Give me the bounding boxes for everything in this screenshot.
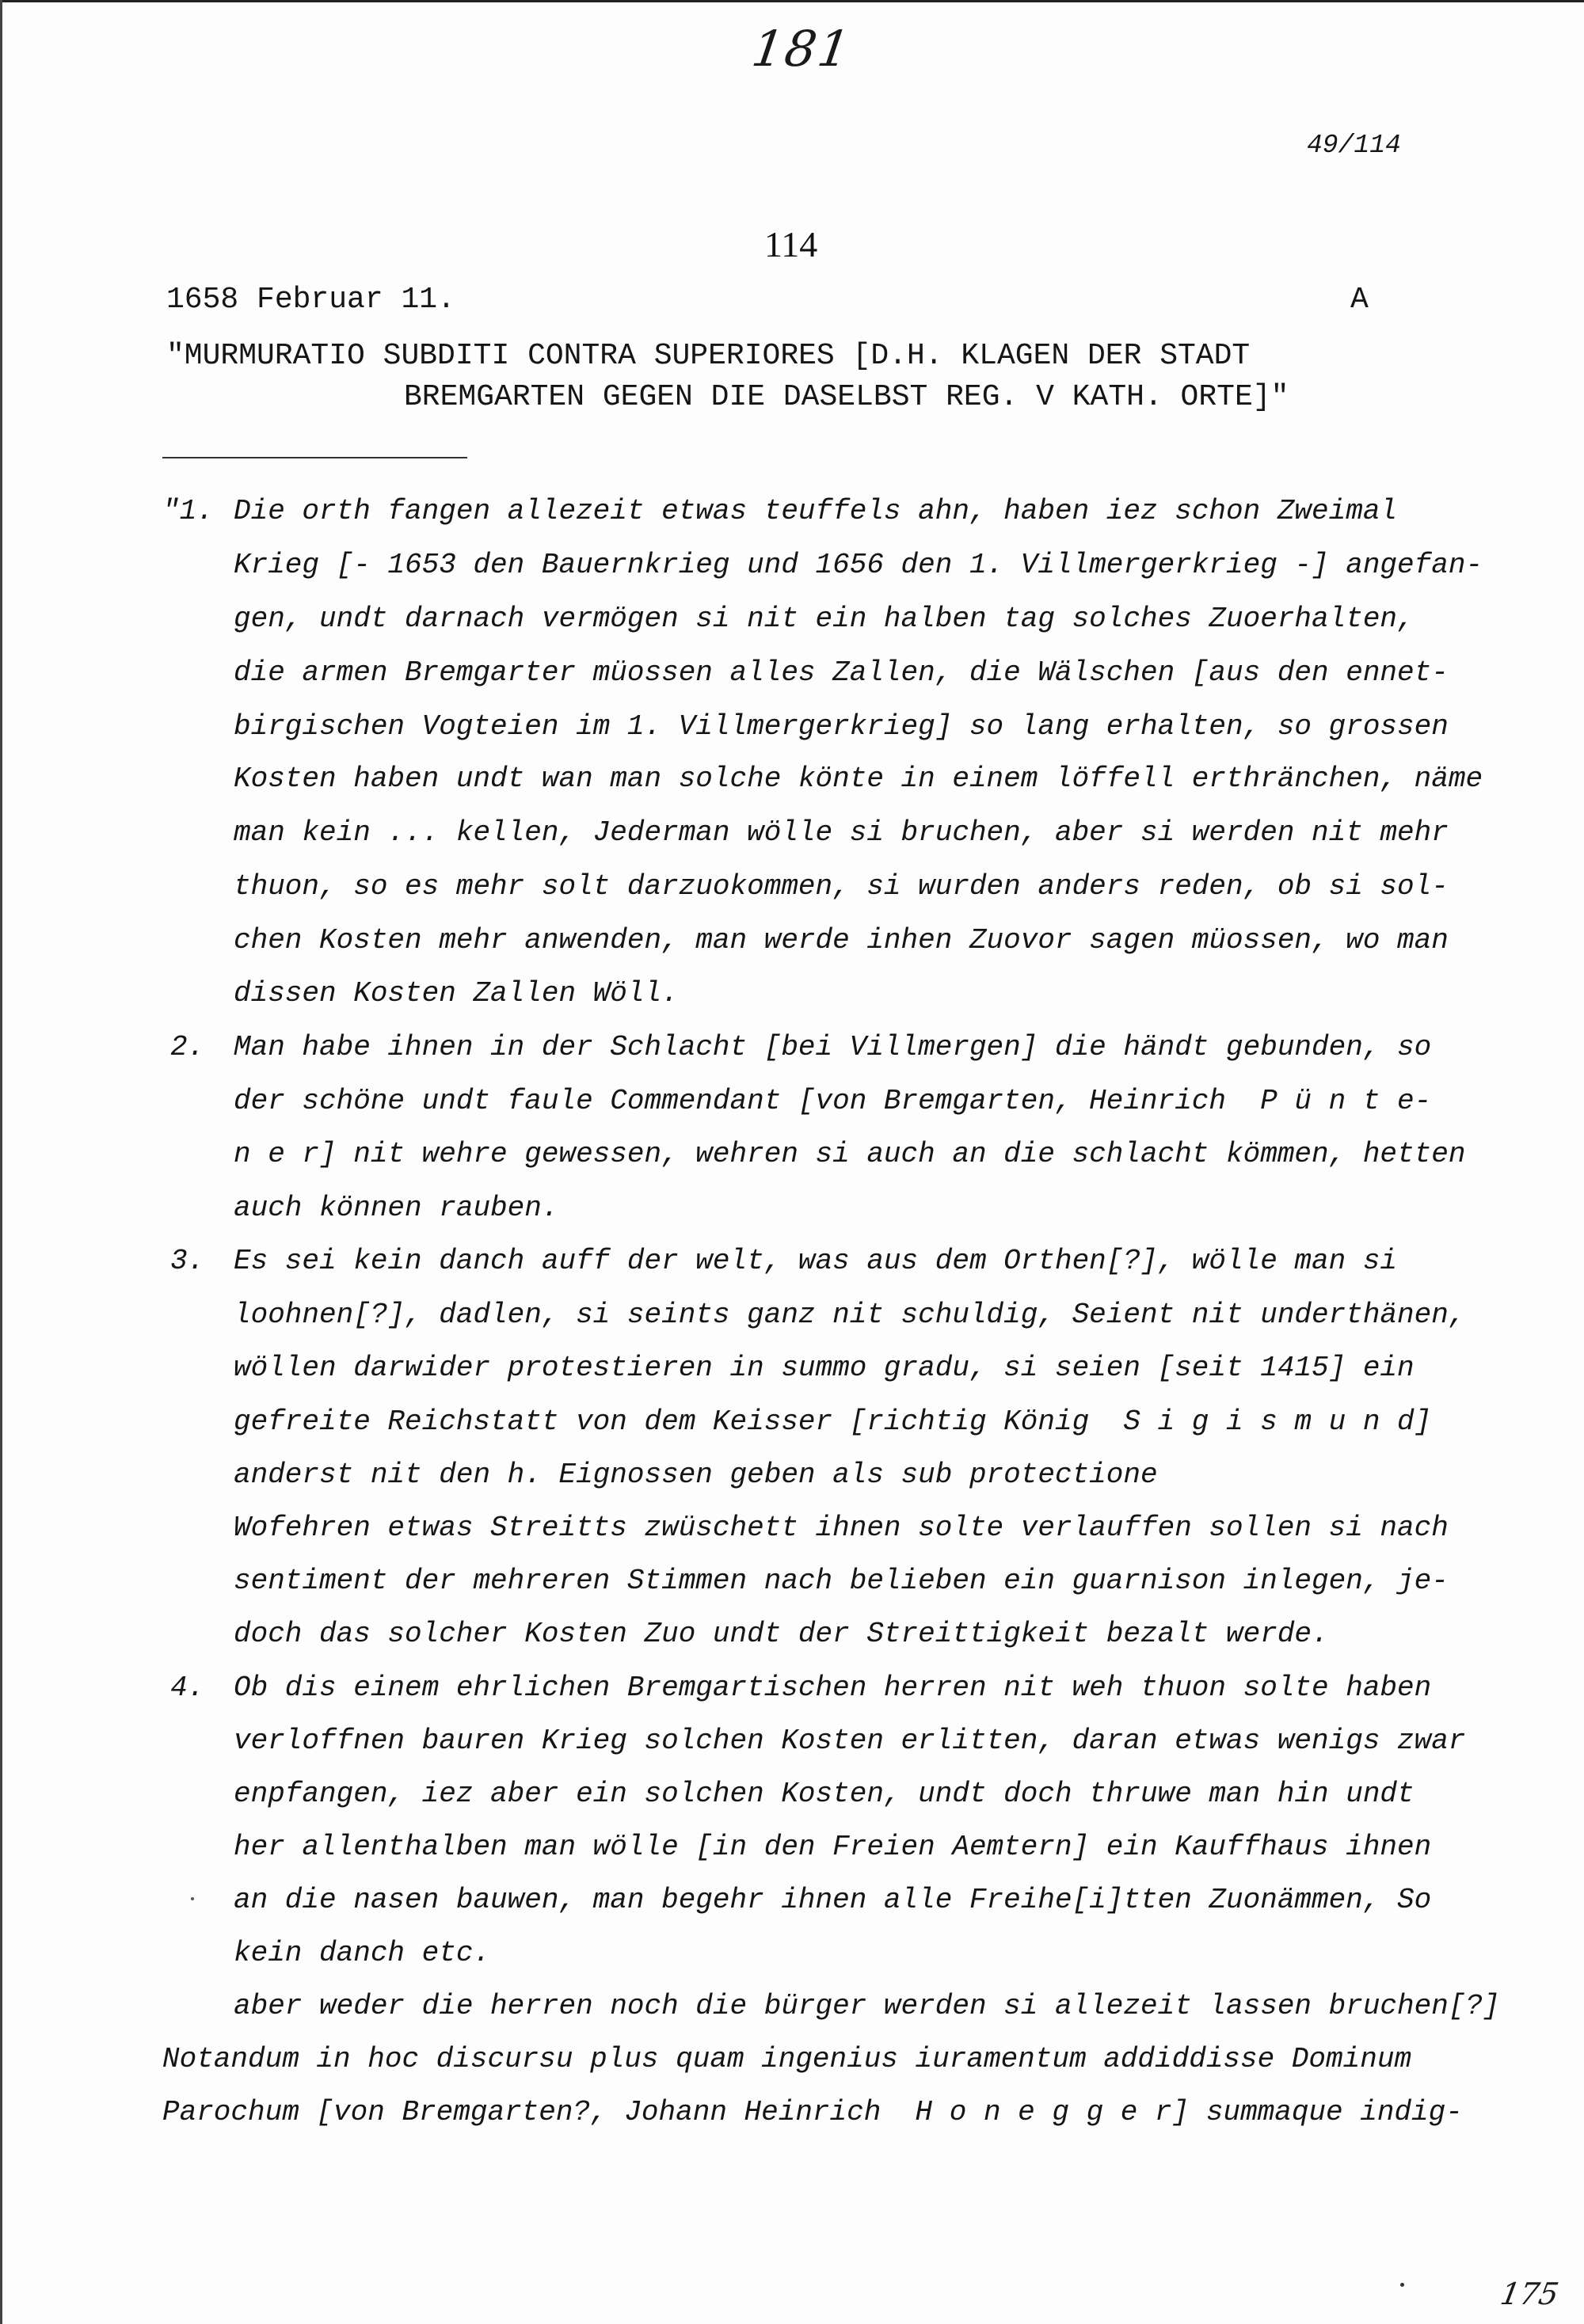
text-line: gefreite Reichstatt von dem Keisser [richtig König S i g i s m u n d] (234, 1405, 1432, 1438)
text-line: Kosten haben undt wan man solche könte in einem löffell erthränchen, näme (234, 763, 1483, 795)
text-line: Die orth fangen allezeit etwas teuffels ahn, haben iez schon Zweimal (234, 495, 1398, 527)
item-number-2: 2. (170, 1031, 205, 1063)
scan-border-top (0, 0, 1584, 2)
text-line: Notandum in hoc discursu plus quam ingenius iuramentum addiddisse Dominum (162, 2043, 1412, 2075)
text-line: an die nasen bauwen, man begehr ihnen alle Freihe[i]tten Zuonämmen, So (234, 1884, 1432, 1916)
scan-speck (191, 1897, 194, 1900)
document-title-line-1: "MURMURATIO SUBDITI CONTRA SUPERIORES [D.H. KLAGEN DER STADT (166, 339, 1251, 373)
text-line: Wofehren etwas Streitts zwüschett ihnen solte verlauffen sollen si nach (234, 1512, 1449, 1544)
text-line: n e r] nit wehre gewessen, wehren si auch an die schlacht kömmen, hetten (234, 1138, 1466, 1170)
text-line: auch können rauben. (234, 1192, 559, 1224)
handwritten-page-number: 181 (748, 20, 855, 78)
separator-line (162, 457, 467, 458)
text-line: wöllen darwider protestieren in summo gradu, si seien [seit 1415] ein (234, 1352, 1415, 1384)
text-line: Parochum [von Bremgarten?, Johann Heinrich H o n e g g e r] summaque indig- (162, 2096, 1463, 2128)
text-line: die armen Bremgarter müossen alles Zallen, die Wälschen [aus den ennet- (234, 656, 1449, 689)
scan-speck (1400, 2283, 1404, 2287)
handwritten-folio-number: 175 (1498, 2276, 1562, 2311)
text-line: der schöne undt faule Commendant [von Bremgarten, Heinrich P ü n t e- (234, 1085, 1432, 1117)
text-line: kein danch etc. (234, 1937, 491, 1969)
text-line: her allenthalben man wölle [in den Freien Aemtern] ein Kauffhaus ihnen (234, 1831, 1432, 1863)
text-line: birgischen Vogteien im 1. Villmergerkrieg] so lang erhalten, so grossen (234, 710, 1449, 743)
text-line: Ob dis einem ehrlichen Bremgartischen herren nit weh thuon solte haben (234, 1672, 1432, 1704)
document-reference: 49/114 (1307, 131, 1401, 160)
text-line: enpfangen, iez aber ein solchen Kosten, undt doch thruwe man hin undt (234, 1778, 1415, 1810)
document-letter: A (1350, 283, 1369, 317)
text-line: Man habe ihnen in der Schlacht [bei Villmergen] die händt gebunden, so (234, 1031, 1432, 1063)
text-line: doch das solcher Kosten Zuo undt der Streittigkeit bezalt werde. (234, 1618, 1329, 1650)
text-line: gen, undt darnach vermögen si nit ein halben tag solches Zuoerhalten, (234, 603, 1415, 635)
text-line: anderst nit den h. Eignossen geben als sub protectione (234, 1459, 1158, 1491)
text-line: man kein ... kellen, Jederman wölle si bruchen, aber si werden nit mehr (234, 816, 1449, 849)
text-line: sentiment der mehreren Stimmen nach belieben ein guarnison inlegen, je- (234, 1565, 1449, 1597)
scan-border-left (0, 0, 2, 2324)
document-title-line-2: BREMGARTEN GEGEN DIE DASELBST REG. V KATH. ORTE]" (404, 380, 1289, 414)
text-line: Es sei kein danch auff der welt, was aus dem Orthen[?], wölle man si (234, 1245, 1398, 1277)
text-line: dissen Kosten Zallen Wöll. (234, 977, 679, 1010)
item-number-1: "1. (162, 495, 214, 527)
item-number-3: 3. (170, 1245, 205, 1277)
text-line: verloffnen bauren Krieg solchen Kosten erlitten, daran etwas wenigs zwar (234, 1725, 1466, 1757)
text-line: loohnen[?], dadlen, si seints ganz nit schuldig, Seient nit underthänen, (234, 1299, 1466, 1331)
text-line: Krieg [- 1653 den Bauernkrieg und 1656 den 1. Villmergerkrieg -] angefan- (234, 549, 1483, 581)
text-line: thuon, so es mehr solt darzuokommen, si wurden anders reden, ob si sol- (234, 870, 1449, 903)
text-line: chen Kosten mehr anwenden, man werde inhen Zuovor sagen müossen, wo man (234, 924, 1449, 957)
item-number-4: 4. (170, 1672, 205, 1704)
document-date: 1658 Februar 11. (166, 283, 455, 317)
document-number: 114 (764, 224, 818, 264)
text-line: aber weder die herren noch die bürger werden si allezeit lassen bruchen[?] (234, 1990, 1500, 2022)
